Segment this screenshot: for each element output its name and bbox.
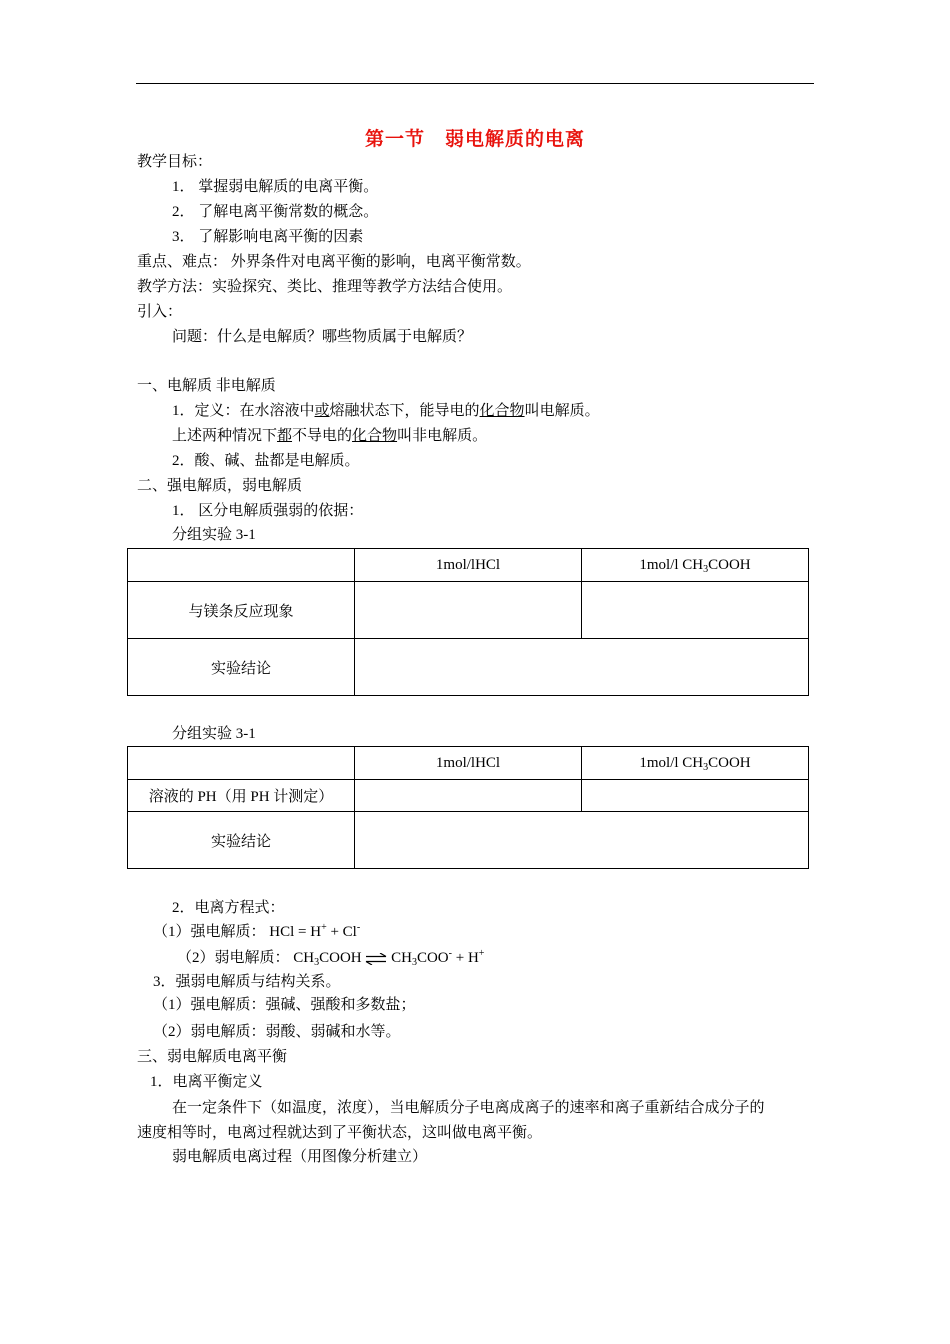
section-1-item-2: 2．酸、碱、盐都是电解质。 bbox=[172, 453, 360, 469]
experiment-1-label: 分组实验 3-1 bbox=[172, 527, 256, 543]
equilibrium-definition-line-2: 速度相等时，电离过程就达到了平衡状态，这叫做电离平衡。 bbox=[137, 1125, 543, 1141]
section-2-heading: 二、强电解质，弱电解质 bbox=[137, 478, 303, 494]
section-3-item-1: 1．电离平衡定义 bbox=[150, 1074, 263, 1090]
electrolyte-definition: 1．定义：在水溶液中或熔融状态下，能导电的化合物叫电解质。 bbox=[172, 403, 600, 419]
table-cell bbox=[128, 549, 355, 582]
section-3-heading: 三、弱电解质电离平衡 bbox=[137, 1049, 288, 1065]
goal-item-2: 2． 了解电离平衡常数的概念。 bbox=[172, 204, 379, 220]
row-header-ph: 溶液的 PH（用 PH 计测定） bbox=[128, 780, 355, 812]
table-cell bbox=[128, 747, 355, 780]
experiment-1-table bbox=[127, 548, 809, 696]
table-cell bbox=[355, 812, 809, 869]
row-header-conclusion: 实验结论 bbox=[128, 639, 355, 696]
experiment-2-label: 分组实验 3-1 bbox=[172, 726, 256, 742]
ionization-process-note: 弱电解质电离过程（用图像分析建立） bbox=[172, 1149, 428, 1165]
section-2-item-3: 3．强弱电解质与结构关系。 bbox=[153, 974, 341, 990]
teaching-method: 教学方法：实验探究、类比、推理等教学方法结合使用。 bbox=[137, 279, 513, 295]
experiment-2-table bbox=[127, 746, 809, 869]
key-points: 重点、难点： 外界条件对电离平衡的影响，电离平衡常数。 bbox=[137, 254, 531, 270]
intro-question: 问题：什么是电解质？哪些物质属于电解质？ bbox=[172, 329, 473, 345]
equilibrium-definition-line-1: 在一定条件下（如温度，浓度），当电解质分子电离成离子的速率和离子重新结合成分子的 bbox=[172, 1100, 765, 1116]
row-header-magnesium: 与镁条反应现象 bbox=[128, 582, 355, 639]
strong-electrolytes-list: （1）强电解质：强碱、强酸和多数盐； bbox=[153, 997, 416, 1013]
row-header-conclusion: 实验结论 bbox=[128, 812, 355, 869]
column-header-acetic: 1mol/l $CH_3COOH$ bbox=[582, 747, 809, 780]
equilibrium-arrow-icon bbox=[365, 953, 387, 965]
header-rule bbox=[136, 83, 814, 84]
column-header-hcl: 1mol/lHCl bbox=[355, 747, 582, 780]
section-1-heading: 一、电解质 非电解质 bbox=[137, 378, 276, 394]
section-2-item-2: 2．电离方程式： bbox=[172, 900, 285, 916]
table-cell bbox=[355, 582, 582, 639]
table-cell bbox=[582, 780, 809, 812]
table-cell bbox=[355, 780, 582, 812]
goal-item-3: 3． 了解影响电离平衡的因素 bbox=[172, 229, 364, 245]
weak-electrolytes-list: （2）弱电解质：弱酸、弱碱和水等。 bbox=[153, 1024, 401, 1040]
non-electrolyte-definition: 上述两种情况下都不导电的化合物叫非电解质。 bbox=[172, 428, 488, 444]
goals-heading: 教学目标： bbox=[137, 154, 213, 170]
strong-electrolyte-equation: （1）强电解质： HCl = H+ + Cl- bbox=[153, 922, 361, 940]
intro-heading: 引入： bbox=[137, 304, 183, 320]
column-header-hcl: 1mol/lHCl bbox=[355, 549, 582, 582]
column-header-acetic: 1mol/l $CH_3COOH$ bbox=[582, 549, 809, 582]
table-cell bbox=[582, 582, 809, 639]
table-cell bbox=[355, 639, 809, 696]
goal-item-1: 1． 掌握弱电解质的电离平衡。 bbox=[172, 179, 379, 195]
weak-electrolyte-equation: （2）弱电解质： $CH_3COOH$ $CH_3COO^- + H^+$ bbox=[177, 948, 485, 968]
section-2-item-1: 1． 区分电解质强弱的依据： bbox=[172, 503, 364, 519]
page-title: 第一节 弱电解质的电离 bbox=[364, 129, 585, 150]
